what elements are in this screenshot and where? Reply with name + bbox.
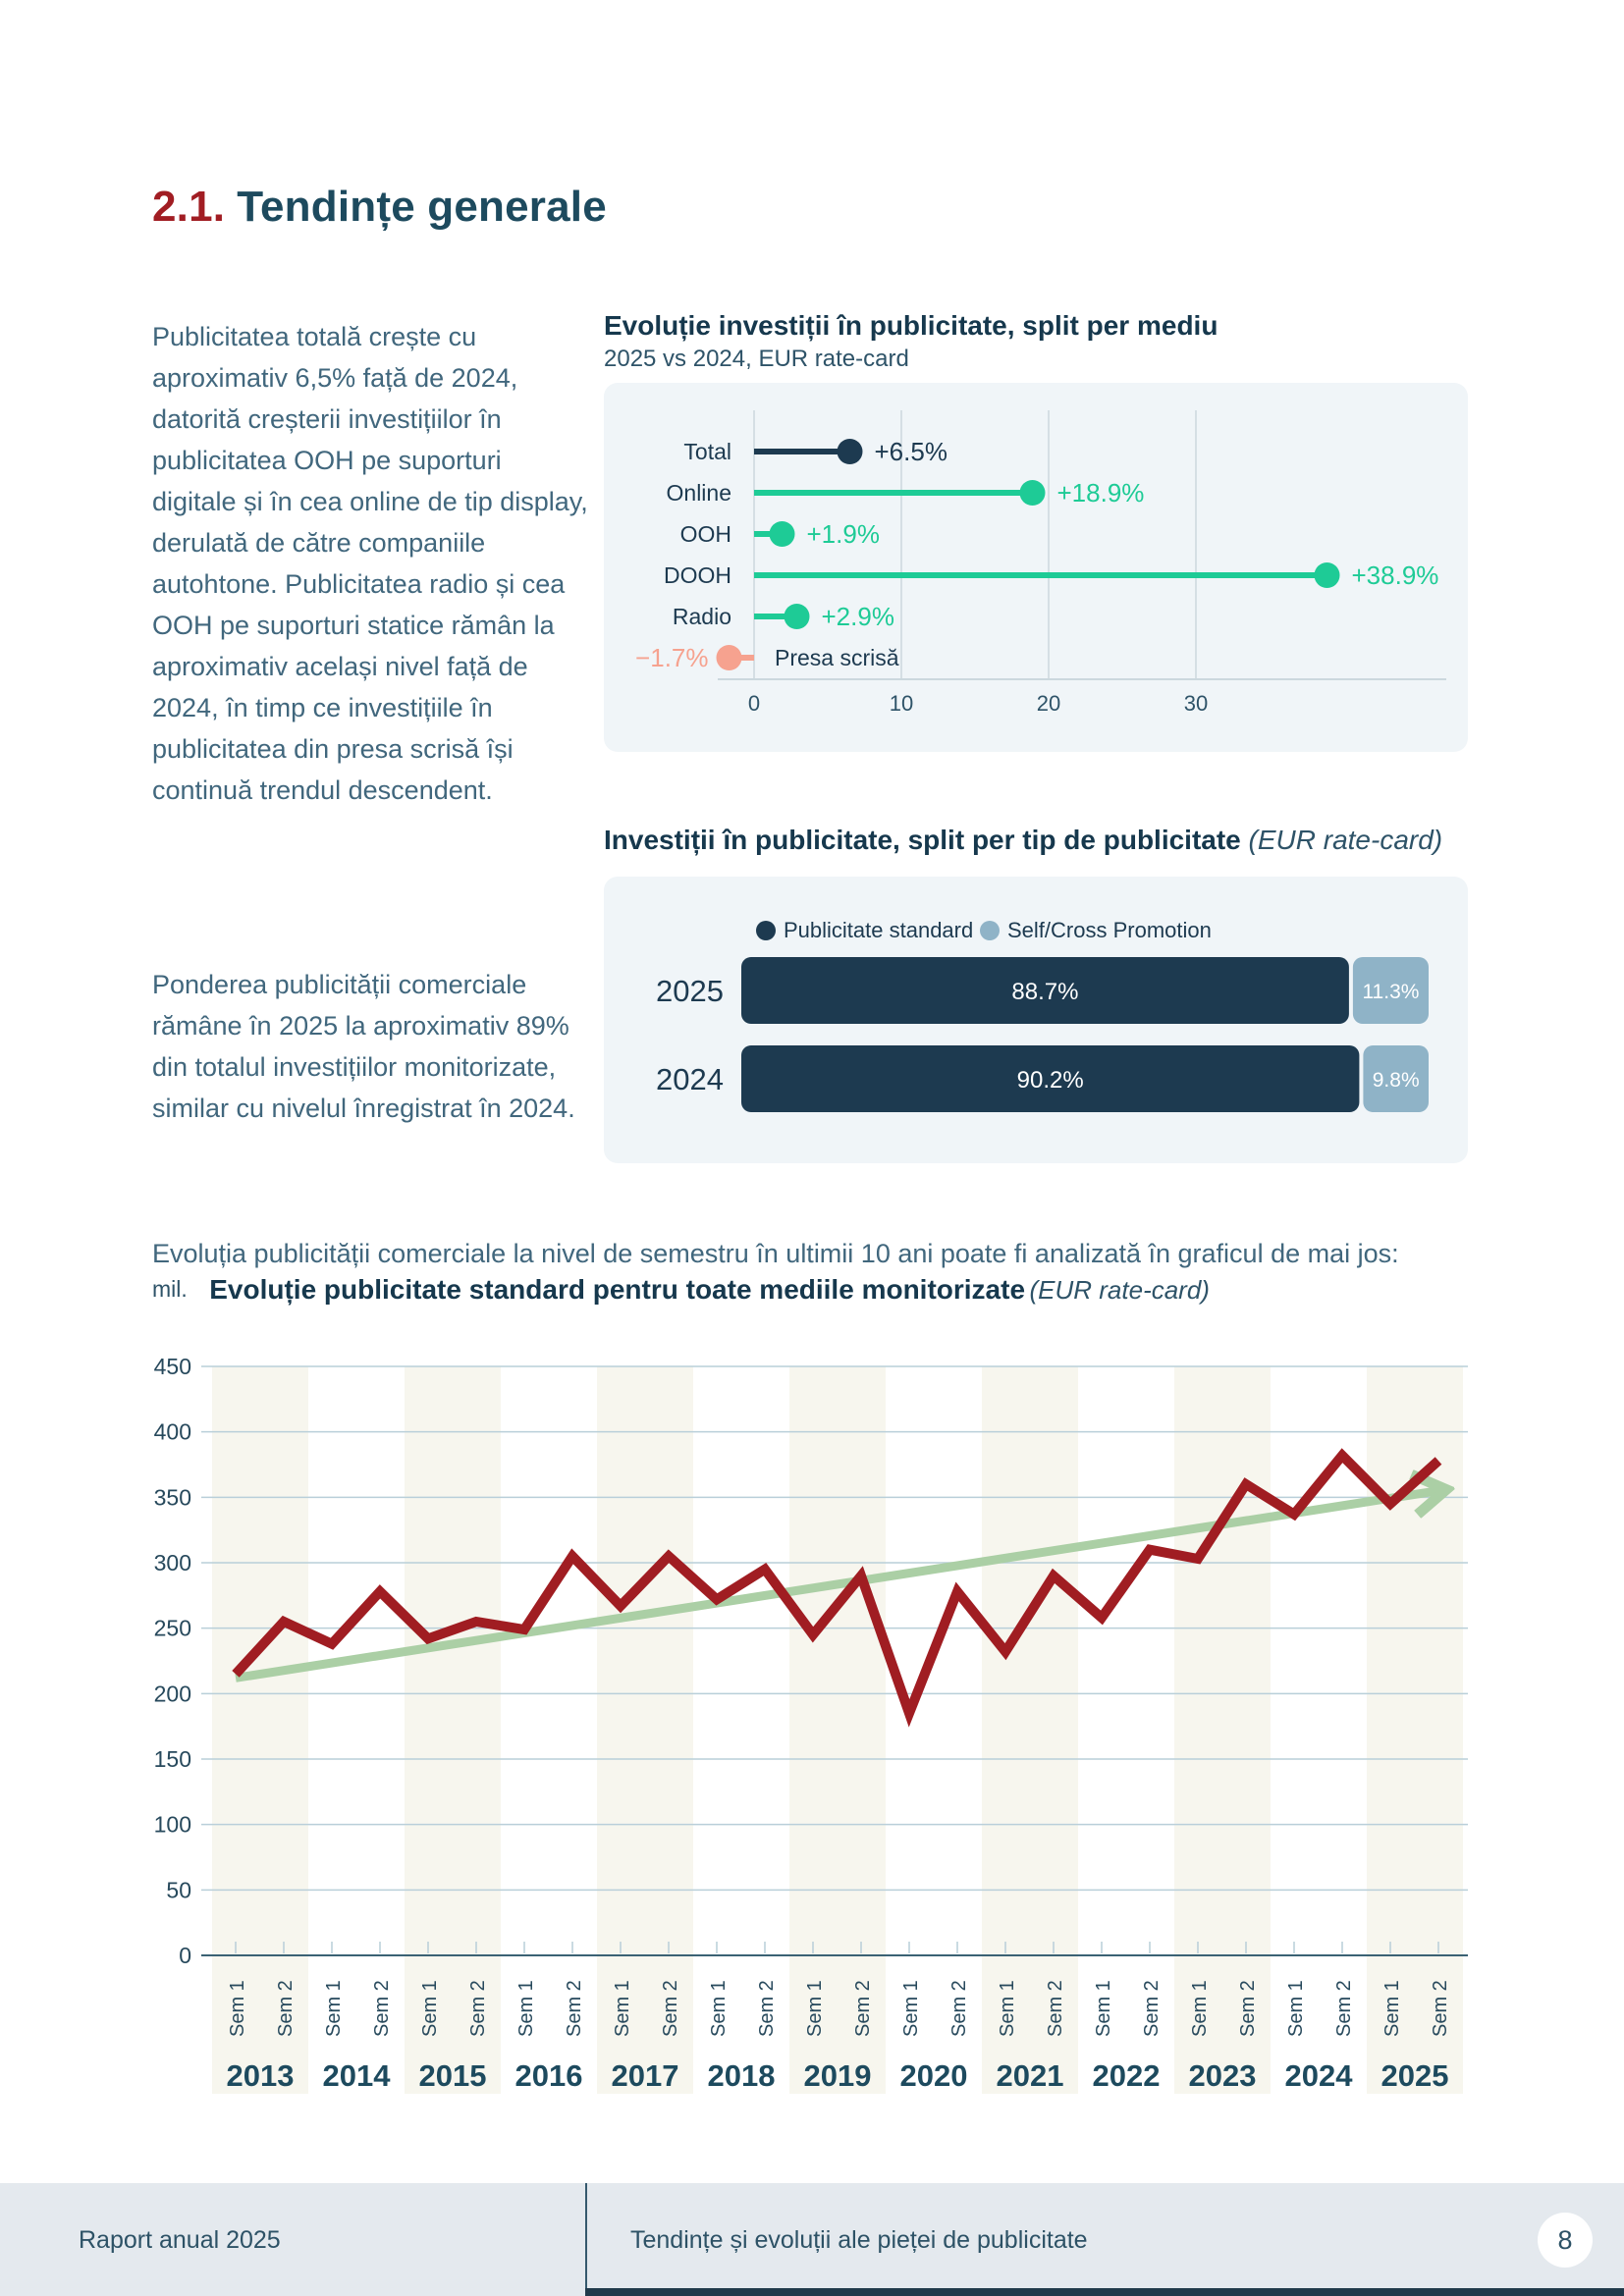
svg-text:Sem 2: Sem 2: [564, 1980, 585, 2037]
svg-text:Online: Online: [666, 480, 731, 506]
svg-text:Sem 1: Sem 1: [419, 1980, 441, 2037]
svg-text:Sem 1: Sem 1: [1093, 1980, 1114, 2037]
svg-text:Sem 2: Sem 2: [467, 1980, 489, 2037]
lollipop-chart: [604, 383, 1468, 757]
svg-text:2018: 2018: [707, 2058, 776, 2093]
line-chart: [137, 1353, 1485, 2110]
svg-text:+6.5%: +6.5%: [874, 437, 947, 466]
svg-text:2023: 2023: [1188, 2058, 1257, 2093]
svg-text:9.8%: 9.8%: [1372, 1069, 1420, 1092]
svg-text:Total: Total: [683, 439, 731, 464]
svg-text:Sem 1: Sem 1: [900, 1980, 922, 2037]
svg-text:Self/Cross Promotion: Self/Cross Promotion: [1007, 918, 1212, 942]
paragraph-2: Ponderea publicității comerciale rămâne în 2025 la aproximativ 89% din totalul investițiilor monitorizate, similar cu nivelul înregistrat în 2024.: [152, 970, 575, 1123]
svg-text:Sem 1: Sem 1: [1285, 1980, 1307, 2037]
stacked-bar-chart: [604, 877, 1468, 1168]
svg-text:2024: 2024: [1284, 2058, 1353, 2093]
chart-3-unit-label: mil.: [152, 1276, 188, 1302]
section-title: Tendințe generale: [237, 183, 607, 231]
svg-text:Sem 1: Sem 1: [804, 1980, 826, 2037]
svg-text:2025: 2025: [1380, 2058, 1449, 2093]
svg-text:11.3%: 11.3%: [1362, 981, 1420, 1003]
svg-text:Sem 1: Sem 1: [227, 1980, 248, 2037]
svg-text:Sem 2: Sem 2: [948, 1980, 970, 2037]
svg-text:Sem 2: Sem 2: [1045, 1980, 1066, 2037]
svg-text:Sem 1: Sem 1: [515, 1980, 537, 2037]
svg-text:90.2%: 90.2%: [1016, 1067, 1084, 1094]
svg-text:20: 20: [1036, 691, 1061, 716]
svg-text:150: 150: [153, 1746, 191, 1772]
intro-text: Evoluția publicității comerciale la nivel de semestru în ultimii 10 ani poate fi analizată în graficul de mai jos:: [152, 1239, 1399, 1268]
svg-text:Sem 2: Sem 2: [852, 1980, 874, 2037]
svg-text:30: 30: [1183, 691, 1209, 716]
chart-3-header: [152, 1274, 1527, 1306]
svg-text:0: 0: [747, 691, 761, 716]
svg-text:Publicitate standard: Publicitate standard: [784, 918, 974, 942]
chart-1-subtitle: 2025 vs 2024, EUR rate-card: [604, 346, 909, 372]
svg-text:Sem 2: Sem 2: [1141, 1980, 1163, 2037]
svg-text:DOOH: DOOH: [664, 562, 731, 588]
svg-text:50: 50: [166, 1877, 191, 1903]
svg-text:Sem 1: Sem 1: [708, 1980, 730, 2037]
svg-text:2022: 2022: [1092, 2058, 1161, 2093]
svg-text:Sem 1: Sem 1: [997, 1980, 1018, 2037]
svg-text:2024: 2024: [656, 1062, 724, 1096]
svg-text:Presa scrisă: Presa scrisă: [775, 645, 899, 670]
svg-text:2020: 2020: [899, 2058, 968, 2093]
svg-text:2014: 2014: [322, 2058, 391, 2093]
chart-2-title-text: Investiții în publicitate, split per tip de publicitate: [604, 825, 1241, 855]
svg-text:0: 0: [179, 1943, 191, 1968]
page-number: 8: [1557, 2224, 1573, 2255]
svg-text:Sem 2: Sem 2: [275, 1980, 297, 2037]
svg-text:2013: 2013: [226, 2058, 295, 2093]
svg-text:2025: 2025: [656, 974, 724, 1008]
svg-text:Sem 2: Sem 2: [660, 1980, 681, 2037]
svg-text:2017: 2017: [611, 2058, 679, 2093]
chart-1-title: Evoluție investiții în publicitate, split per mediu: [604, 310, 1218, 341]
bottom-accent-bar: [585, 2288, 1624, 2296]
svg-text:2019: 2019: [803, 2058, 872, 2093]
svg-text:+38.9%: +38.9%: [1351, 561, 1439, 590]
paragraph-1: Publicitatea totală crește cu aproximativ 6,5% față de 2024, datorită creșterii investițiilor în publicitatea OOH pe suporturi digitale și în cea online de tip display, derulată de către companiile autohtone. Publicitatea radio și cea OOH pe suporturi statice rămân la aproximativ același nivel față de 2024, în timp ce investițiile în publicitatea din presa scrisă își continuă trendul descendent.: [152, 322, 588, 805]
section-number: 2.1.: [152, 183, 226, 231]
svg-text:Sem 2: Sem 2: [1430, 1980, 1451, 2037]
footer-left-text: Raport anual 2025: [79, 2226, 281, 2254]
svg-text:250: 250: [153, 1615, 191, 1641]
svg-text:450: 450: [153, 1354, 191, 1379]
footer-divider: [585, 2183, 587, 2296]
svg-text:+2.9%: +2.9%: [821, 602, 894, 631]
footer-center-text: Tendințe și evoluții ale pieței de publicitate: [630, 2226, 1088, 2254]
chart-2-title-suffix: (EUR rate-card): [1248, 825, 1443, 855]
page-title: [152, 183, 607, 232]
svg-text:Sem 2: Sem 2: [756, 1980, 778, 2037]
svg-text:+18.9%: +18.9%: [1056, 478, 1145, 507]
svg-text:2015: 2015: [418, 2058, 487, 2093]
svg-text:+1.9%: +1.9%: [806, 519, 880, 549]
svg-text:Sem 1: Sem 1: [1381, 1980, 1403, 2037]
svg-text:Sem 2: Sem 2: [1333, 1980, 1355, 2037]
svg-text:350: 350: [153, 1484, 191, 1511]
svg-text:Radio: Radio: [672, 604, 731, 629]
svg-text:10: 10: [889, 691, 914, 716]
svg-text:200: 200: [153, 1681, 191, 1707]
page-number-badge: [1538, 2213, 1593, 2268]
chart-1-panel: [604, 383, 1468, 752]
svg-text:Sem 1: Sem 1: [612, 1980, 633, 2037]
svg-text:−1.7%: −1.7%: [635, 643, 709, 672]
svg-text:300: 300: [153, 1550, 191, 1575]
svg-text:100: 100: [153, 1811, 191, 1838]
svg-text:400: 400: [153, 1418, 191, 1445]
svg-text:Sem 1: Sem 1: [323, 1980, 345, 2037]
footer: [0, 2183, 1624, 2296]
svg-text:Sem 2: Sem 2: [1237, 1980, 1259, 2037]
chart-2-panel: [604, 877, 1468, 1163]
chart-3-title: Evoluție publicitate standard pentru toate mediile monitorizate: [209, 1274, 1026, 1305]
svg-text:Sem 1: Sem 1: [1189, 1980, 1211, 2037]
svg-text:2021: 2021: [996, 2058, 1064, 2093]
chart-2-title: [604, 825, 1488, 856]
svg-text:OOH: OOH: [679, 521, 731, 547]
chart-3-title-suffix: (EUR rate-card): [1029, 1275, 1210, 1305]
svg-text:Sem 2: Sem 2: [371, 1980, 393, 2037]
svg-text:2016: 2016: [514, 2058, 583, 2093]
svg-text:88.7%: 88.7%: [1011, 979, 1079, 1005]
